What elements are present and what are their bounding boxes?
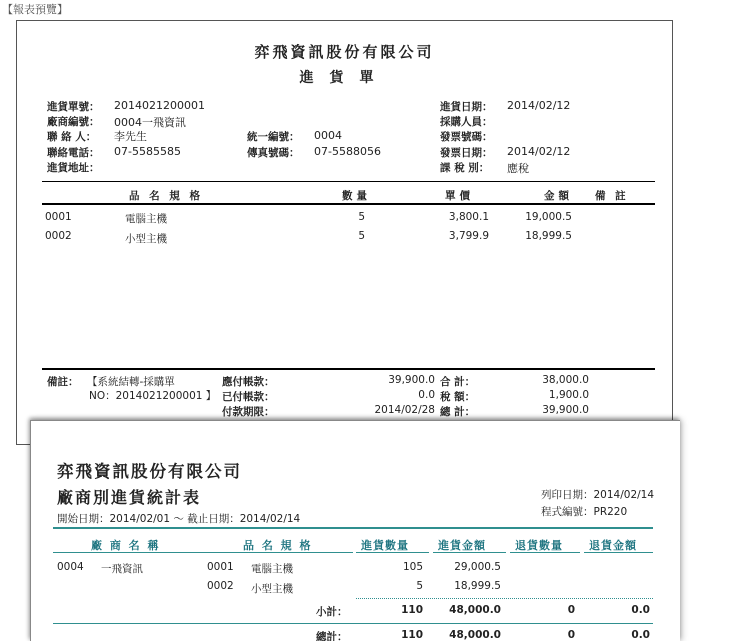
vendor-code: 0004 xyxy=(57,561,84,573)
contact-label: 聯 絡 人： xyxy=(47,131,97,143)
vendor-purchase-stats-report xyxy=(30,420,680,641)
col-purchase-amount-header: 進貨金額 xyxy=(438,539,486,552)
col-name-header: 品 名 規 格 xyxy=(129,190,203,202)
phone-value: 07-5585585 xyxy=(114,145,181,158)
item-qty: 5 xyxy=(358,211,365,223)
col-purchase-qty-header: 進貨數量 xyxy=(361,539,409,552)
item-code: 0001 xyxy=(207,561,234,573)
slip-company-name: 弈飛資訊股份有限公司 xyxy=(254,43,435,61)
item-code: 0001 xyxy=(45,211,72,223)
col-amount-header: 金額 xyxy=(544,190,573,202)
total-top-rule xyxy=(53,623,653,624)
remark-line-1: 【系統結轉-採購單 xyxy=(87,376,175,388)
subtotal-return-qty: 0 xyxy=(567,604,575,616)
col-return-qty-header: 退貨數量 xyxy=(515,539,563,552)
item-name: 電腦主機 xyxy=(125,213,167,225)
paid-value: 0.0 xyxy=(418,389,435,401)
purchase-slip xyxy=(16,20,673,445)
item-purchase-amount: 18,999.5 xyxy=(454,580,501,592)
report-title: 廠商別進貨統計表 xyxy=(57,488,202,507)
remark-line-2: NO：2014021200001 】 xyxy=(89,390,217,402)
item-name: 小型主機 xyxy=(251,583,293,595)
item-qty: 5 xyxy=(358,230,365,242)
tax-type-label: 課 稅 別： xyxy=(440,162,490,174)
address-label: 進貨地址： xyxy=(47,162,100,174)
subtotal-dotted-rule xyxy=(356,598,653,599)
report-company-name: 弈飛資訊股份有限公司 xyxy=(57,462,242,481)
col-item-header: 品 名 規 格 xyxy=(243,539,313,552)
header-top-rule xyxy=(42,181,655,182)
item-purchase-amount: 29,000.5 xyxy=(454,561,501,573)
item-price: 3,800.1 xyxy=(448,211,489,223)
tax-label: 稅 額： xyxy=(440,391,476,403)
due-label: 付款期限： xyxy=(222,406,275,418)
order-no-value: 2014021200001 xyxy=(114,99,205,112)
slip-doc-title: 進貨單 xyxy=(299,70,390,86)
fax-label: 傳真號碼： xyxy=(247,147,300,159)
print-date: 列印日期：2014/02/14 xyxy=(541,489,655,501)
due-value: 2014/02/28 xyxy=(374,404,435,416)
item-name: 電腦主機 xyxy=(251,563,293,575)
remark-label: 備註： xyxy=(47,376,79,388)
total-qty: 110 xyxy=(401,629,423,641)
total-label: 總計： xyxy=(316,631,348,641)
invoice-date-value: 2014/02/12 xyxy=(507,145,571,158)
header-bottom-rule xyxy=(42,203,655,205)
vendor-no-value: 0004一飛資訊 xyxy=(114,116,186,129)
tax-id-value: 0004 xyxy=(314,129,342,142)
item-price: 3,799.9 xyxy=(448,230,489,242)
tax-type-value: 應稅 xyxy=(507,162,529,175)
col-vendor-header: 廠 商 名 稱 xyxy=(91,539,161,552)
vendor-no-label: 廠商編號： xyxy=(47,116,100,128)
item-amount: 18,999.5 xyxy=(525,230,572,242)
purchase-date-value: 2014/02/12 xyxy=(507,99,571,112)
report-preview-caption: 【報表預覽】 xyxy=(2,3,68,16)
total-label: 總 計： xyxy=(440,406,476,418)
payable-value: 39,900.0 xyxy=(388,374,435,386)
tax-id-label: 統一編號： xyxy=(247,131,300,143)
item-code: 0002 xyxy=(45,230,72,242)
vendor-name: 一飛資訊 xyxy=(101,563,143,575)
purchase-date-label: 進貨日期： xyxy=(440,101,493,113)
date-range: 開始日期：2014/02/01 ～ 截止日期：2014/02/14 xyxy=(57,513,301,525)
sum-label: 合 計： xyxy=(440,376,476,388)
item-purchase-qty: 5 xyxy=(416,580,423,592)
subtotal-return-amount: 0.0 xyxy=(631,604,650,616)
tax-value: 1,900.0 xyxy=(548,389,589,401)
phone-label: 聯絡電話： xyxy=(47,147,100,159)
paid-label: 已付帳款： xyxy=(222,391,275,403)
invoice-no-label: 發票號碼： xyxy=(440,131,493,143)
program-number: 程式編號：PR220 xyxy=(541,506,628,518)
sum-value: 38,000.0 xyxy=(542,374,589,386)
fax-value: 07-5588056 xyxy=(314,145,381,158)
total-value: 39,900.0 xyxy=(542,404,589,416)
col-note-header: 備 註 xyxy=(595,190,629,202)
col-qty-header: 數量 xyxy=(342,190,371,202)
footer-top-rule xyxy=(42,368,655,370)
payable-label: 應付帳款： xyxy=(222,376,275,388)
item-amount: 19,000.5 xyxy=(525,211,572,223)
col-price-header: 單價 xyxy=(445,190,474,202)
invoice-date-label: 發票日期： xyxy=(440,147,493,159)
total-return-amount: 0.0 xyxy=(631,629,650,641)
order-no-label: 進貨單號： xyxy=(47,101,100,113)
subtotal-label: 小計： xyxy=(316,606,348,618)
table-top-rule xyxy=(53,527,653,529)
contact-value: 李先生 xyxy=(114,130,147,143)
buyer-label: 採購人員： xyxy=(440,116,493,128)
item-code: 0002 xyxy=(207,580,234,592)
total-amount: 48,000.0 xyxy=(449,629,501,641)
col-return-amount-header: 退貨金額 xyxy=(589,539,637,552)
item-purchase-qty: 105 xyxy=(402,561,423,573)
subtotal-qty: 110 xyxy=(401,604,423,616)
item-name: 小型主機 xyxy=(125,233,167,245)
total-return-qty: 0 xyxy=(567,629,575,641)
subtotal-amount: 48,000.0 xyxy=(449,604,501,616)
